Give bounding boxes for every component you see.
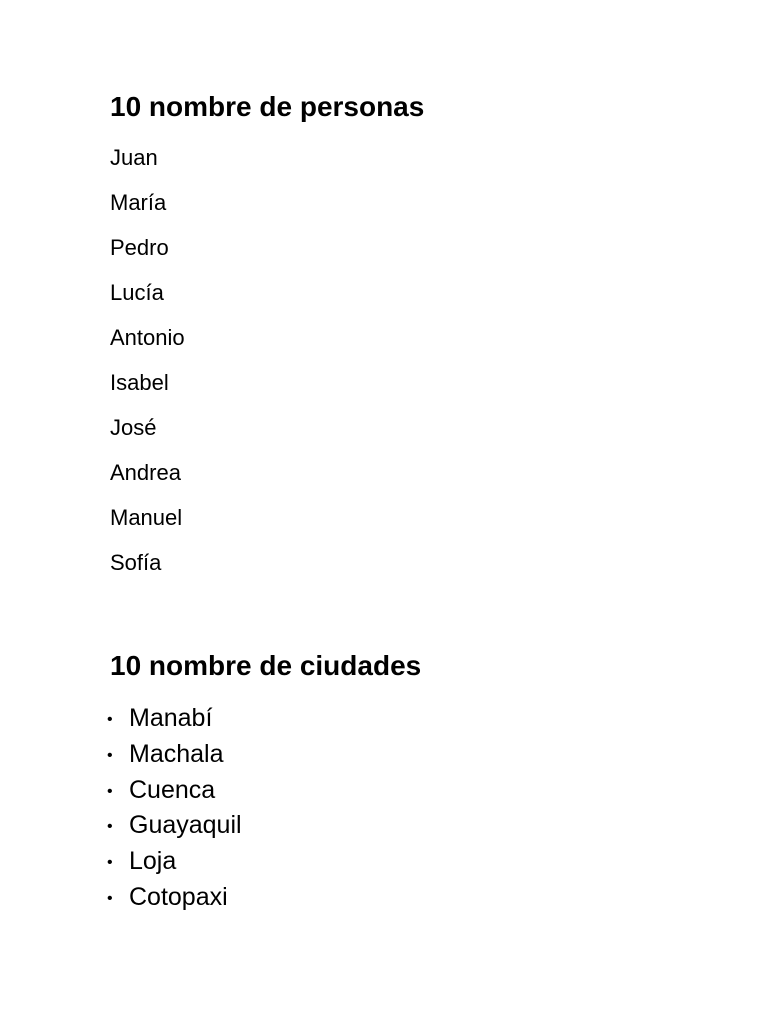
list-item: Andrea	[110, 460, 181, 485]
list-item: Lucía	[110, 280, 164, 305]
bullet-icon: •	[107, 818, 113, 836]
people-list	[110, 141, 185, 591]
list-item: Isabel	[110, 370, 169, 395]
bullet-icon: •	[107, 746, 113, 764]
bullet-icon: •	[107, 854, 113, 872]
list-item: María	[110, 190, 167, 215]
bulleted-list-item	[107, 844, 242, 880]
list-item: José	[110, 415, 157, 440]
list-item-text: Cotopaxi	[129, 882, 228, 911]
cities-list	[107, 701, 242, 916]
list-item-text: Cuenca	[129, 775, 216, 804]
bullet-icon: •	[107, 711, 113, 728]
cities-heading: 10 nombre de ciudades	[110, 650, 422, 681]
list-item: Sofía	[110, 550, 162, 575]
bulleted-list-item	[107, 701, 242, 737]
list-item: Juan	[110, 145, 158, 170]
list-item-text: Machala	[129, 739, 224, 768]
bulleted-list-item	[107, 773, 242, 809]
list-item: Antonio	[110, 325, 185, 350]
bulleted-list-item	[107, 808, 242, 844]
bullet-icon: •	[107, 889, 113, 907]
bulleted-list-item	[107, 880, 242, 916]
bullet-icon: •	[107, 782, 113, 800]
list-item-text: Loja	[129, 847, 177, 876]
list-item: Manuel	[110, 505, 183, 530]
list-item: Pedro	[110, 235, 169, 260]
bulleted-list-item	[107, 737, 242, 773]
list-item-text: Manabí	[129, 704, 213, 732]
list-item-text: Guayaquil	[129, 811, 242, 840]
people-heading: 10 nombre de personas	[110, 91, 425, 122]
